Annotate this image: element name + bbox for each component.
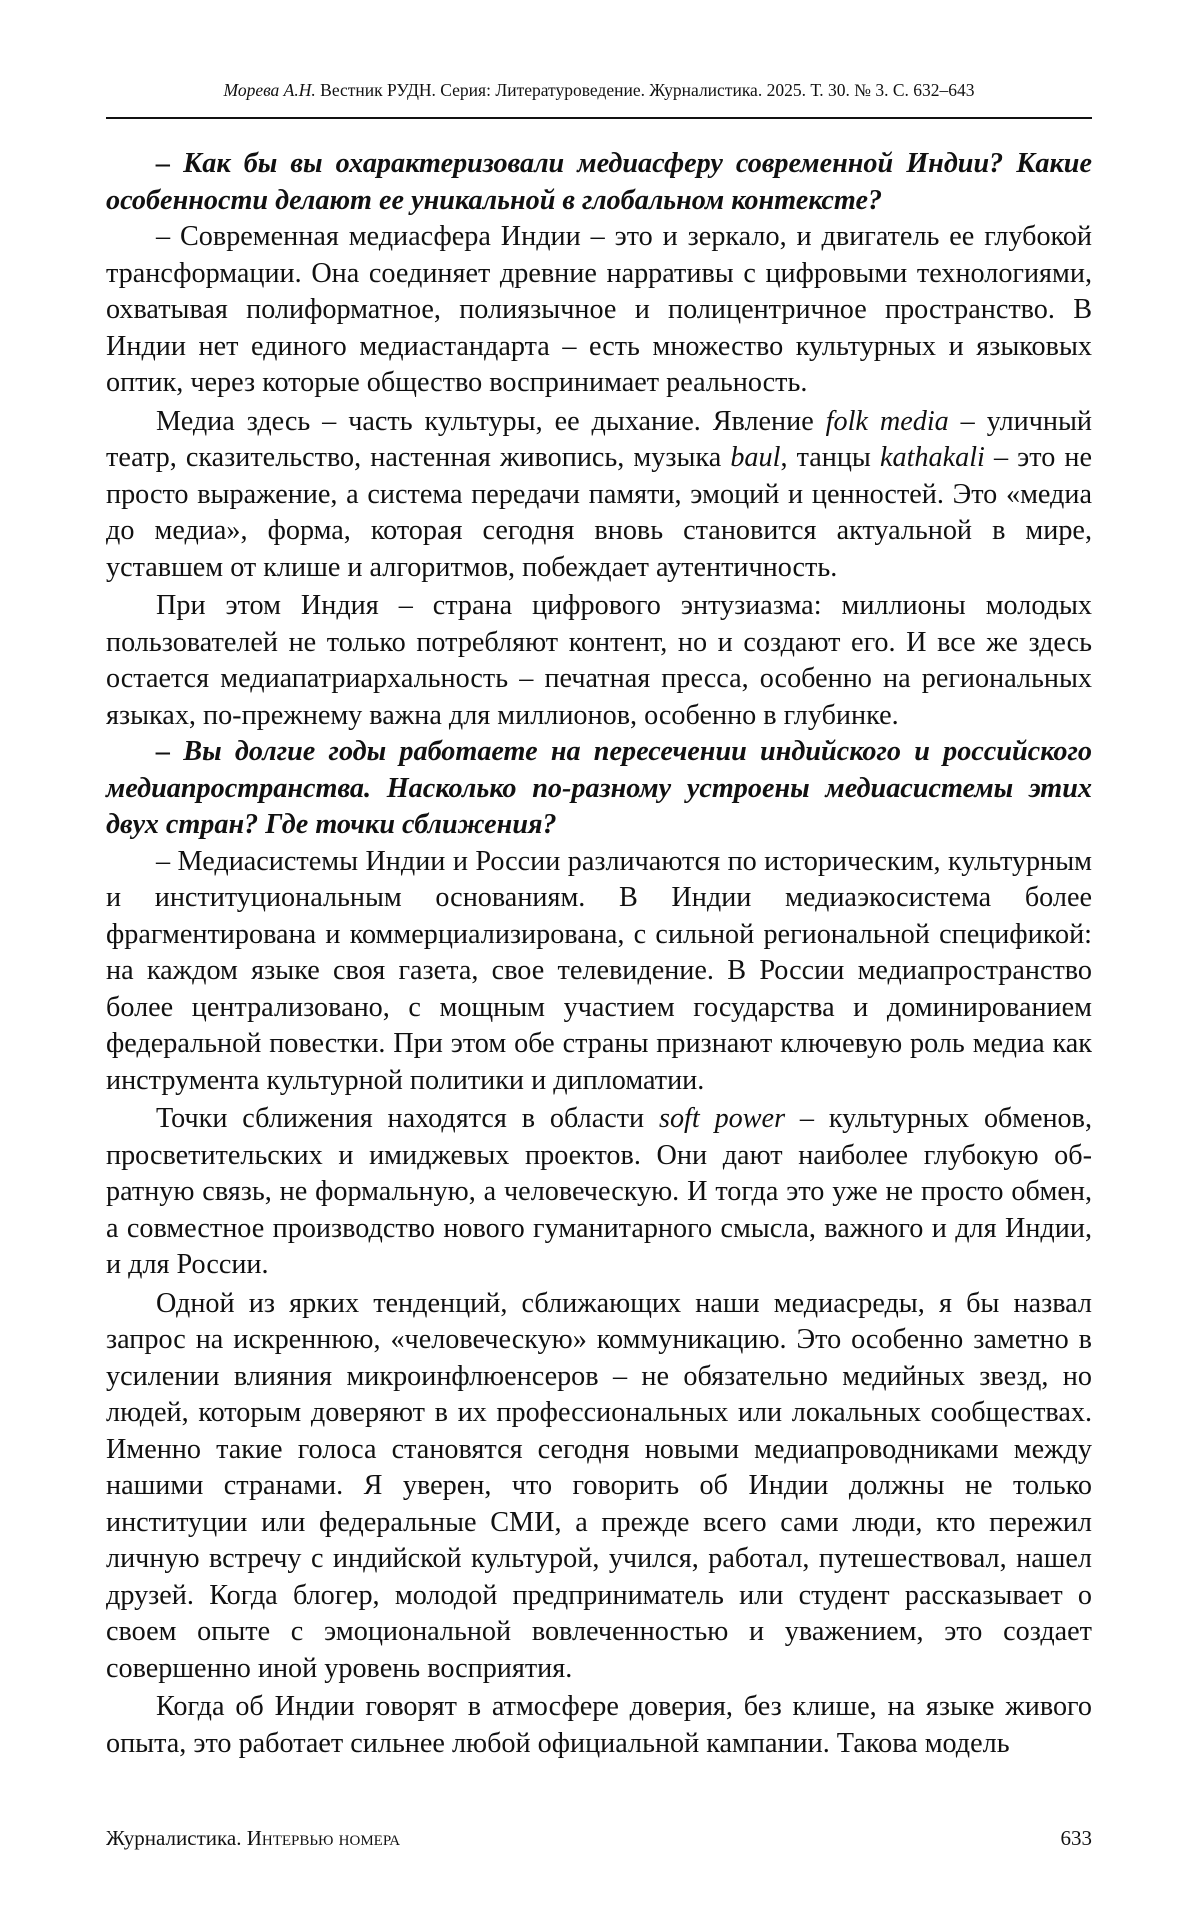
page-number: 633 [1061,1823,1093,1853]
article-body [106,146,1092,1762]
term-folk-media: folk media [826,406,949,437]
answer-1-paragraph-3: При этом Индия – страна цифрового энтузиазма: миллионы молодых пользователей не только потребляют контент, но и создают его. И все же здесь остается медиапатриархальность – печатная пресса, особенно на региональ­ных языках, по-прежнему важна для миллионов, особенно в глубинке. [106,588,1092,734]
answer-1-paragraph-1: – Современная медиасфера Индии – это и зеркало, и двигатель ее глубо­кой трансформации. Она соединяет древние нарративы с цифровыми техно­логиями, охватывая полиформатное, полиязычное и полицентричное про­странство. В Индии нет единого медиастандарта – есть множество культурных и языковых оптик, через которые общество воспринимает реальность. [106,219,1092,402]
text-run: – уличный театр, сказительство, настенная живопись, музыка [106,406,1092,474]
running-head [106,78,1092,102]
page-footer [106,1823,1092,1853]
text-run: Точки сближения находятся в области [156,1103,659,1134]
term-baul: baul [730,442,780,473]
footer-section-title: Журналистика. [106,1826,241,1850]
answer-2-paragraph-4: Когда об Индии говорят в атмосфере доверия, без клише, на языке живого опыта, это работает сильнее любой официальной кампании. Такова модель [106,1689,1092,1762]
text-run: – культурных обменов, просветительских и имиджевых проектов. Они дают наиболее глубокую об­ратную связь, не формальную, а человеческую. И тогда это уже не просто обмен, а совместное производство нового гуманитарного смысла, важного и для Индии, и для России. [106,1103,1092,1280]
term-kathakali: kathakali [880,442,985,473]
answer-2-paragraph-3: Одной из ярких тенденций, сближающих наши медиасреды, я бы назвал запрос на искреннюю, «человеческую» коммуникацию. Это особенно замет­но в усилении влияния микроинфлюенсеров – не обязательно медийных звезд, но людей, которым доверяют в их профессиональных или локальных сообще­ствах. Именно такие голоса становятся сегодня новыми медиапроводниками между нашими странами. Я уверен, что говорить об Индии должны не только институции или федеральные СМИ, а прежде всего сами люди, кто пережил личную встречу с индийской культурой, учился, работал, путешествовал, на­шел друзей. Когда блогер, молодой предприниматель или студент рассказыва­ет о своем опыте с эмоциональной вовлеченностью и уважением, это создает совершенно иной уровень восприятия. [106,1286,1092,1688]
answer-2-paragraph-2 [106,1101,1092,1284]
running-head-author: Морева А.Н. [223,80,315,100]
text-run: , танцы [780,442,880,473]
text-run: Медиа здесь – часть культуры, ее дыхание. Явление [156,406,826,437]
term-soft-power: soft power [659,1103,785,1134]
answer-2-paragraph-1: – Медиасистемы Индии и России различаются по историческим, культур­ным и институциональным основаниям. В Индии медиаэкосистема более фрагментирована и коммерциализирована, с сильной региональной специфи­кой: на каждом языке своя газета, свое телевидение. В России медиапростран­ство более централизовано, с мощным участием государства и доминировани­ем федеральной повестки. При этом обе страны признают ключевую роль медиа как инструмента культурной политики и дипломатии. [106,844,1092,1100]
journal-page [106,0,1092,1906]
footer-section [106,1823,400,1853]
header-rule [106,117,1092,119]
running-head-citation: Вестник РУДН. Серия: Литературоведение. Журналистика. 2025. Т. 30. № 3. С. 632–643 [320,80,974,100]
text-run: – это не просто выражение, а система передачи памяти, эмоций и ценностей. Это «медиа до медиа», форма, которая сегодня вновь становится актуальной в мире, уставшем от клише и алгоритмов, побеждает аутентичность. [106,442,1092,583]
footer-subsection-title: Интервью номера [247,1826,400,1850]
interview-question-2: – Вы долгие годы работаете на пересечении индийского и российского медиапространства. Насколько по-разному устроены медиасистемы этих двух стран? Где точки сближения? [106,734,1092,844]
answer-1-paragraph-2 [106,404,1092,587]
interview-question-1: – Как бы вы охарактеризовали медиасферу современной Индии? Какие особенности делают ее уникальной в глобальном контексте? [106,146,1092,219]
